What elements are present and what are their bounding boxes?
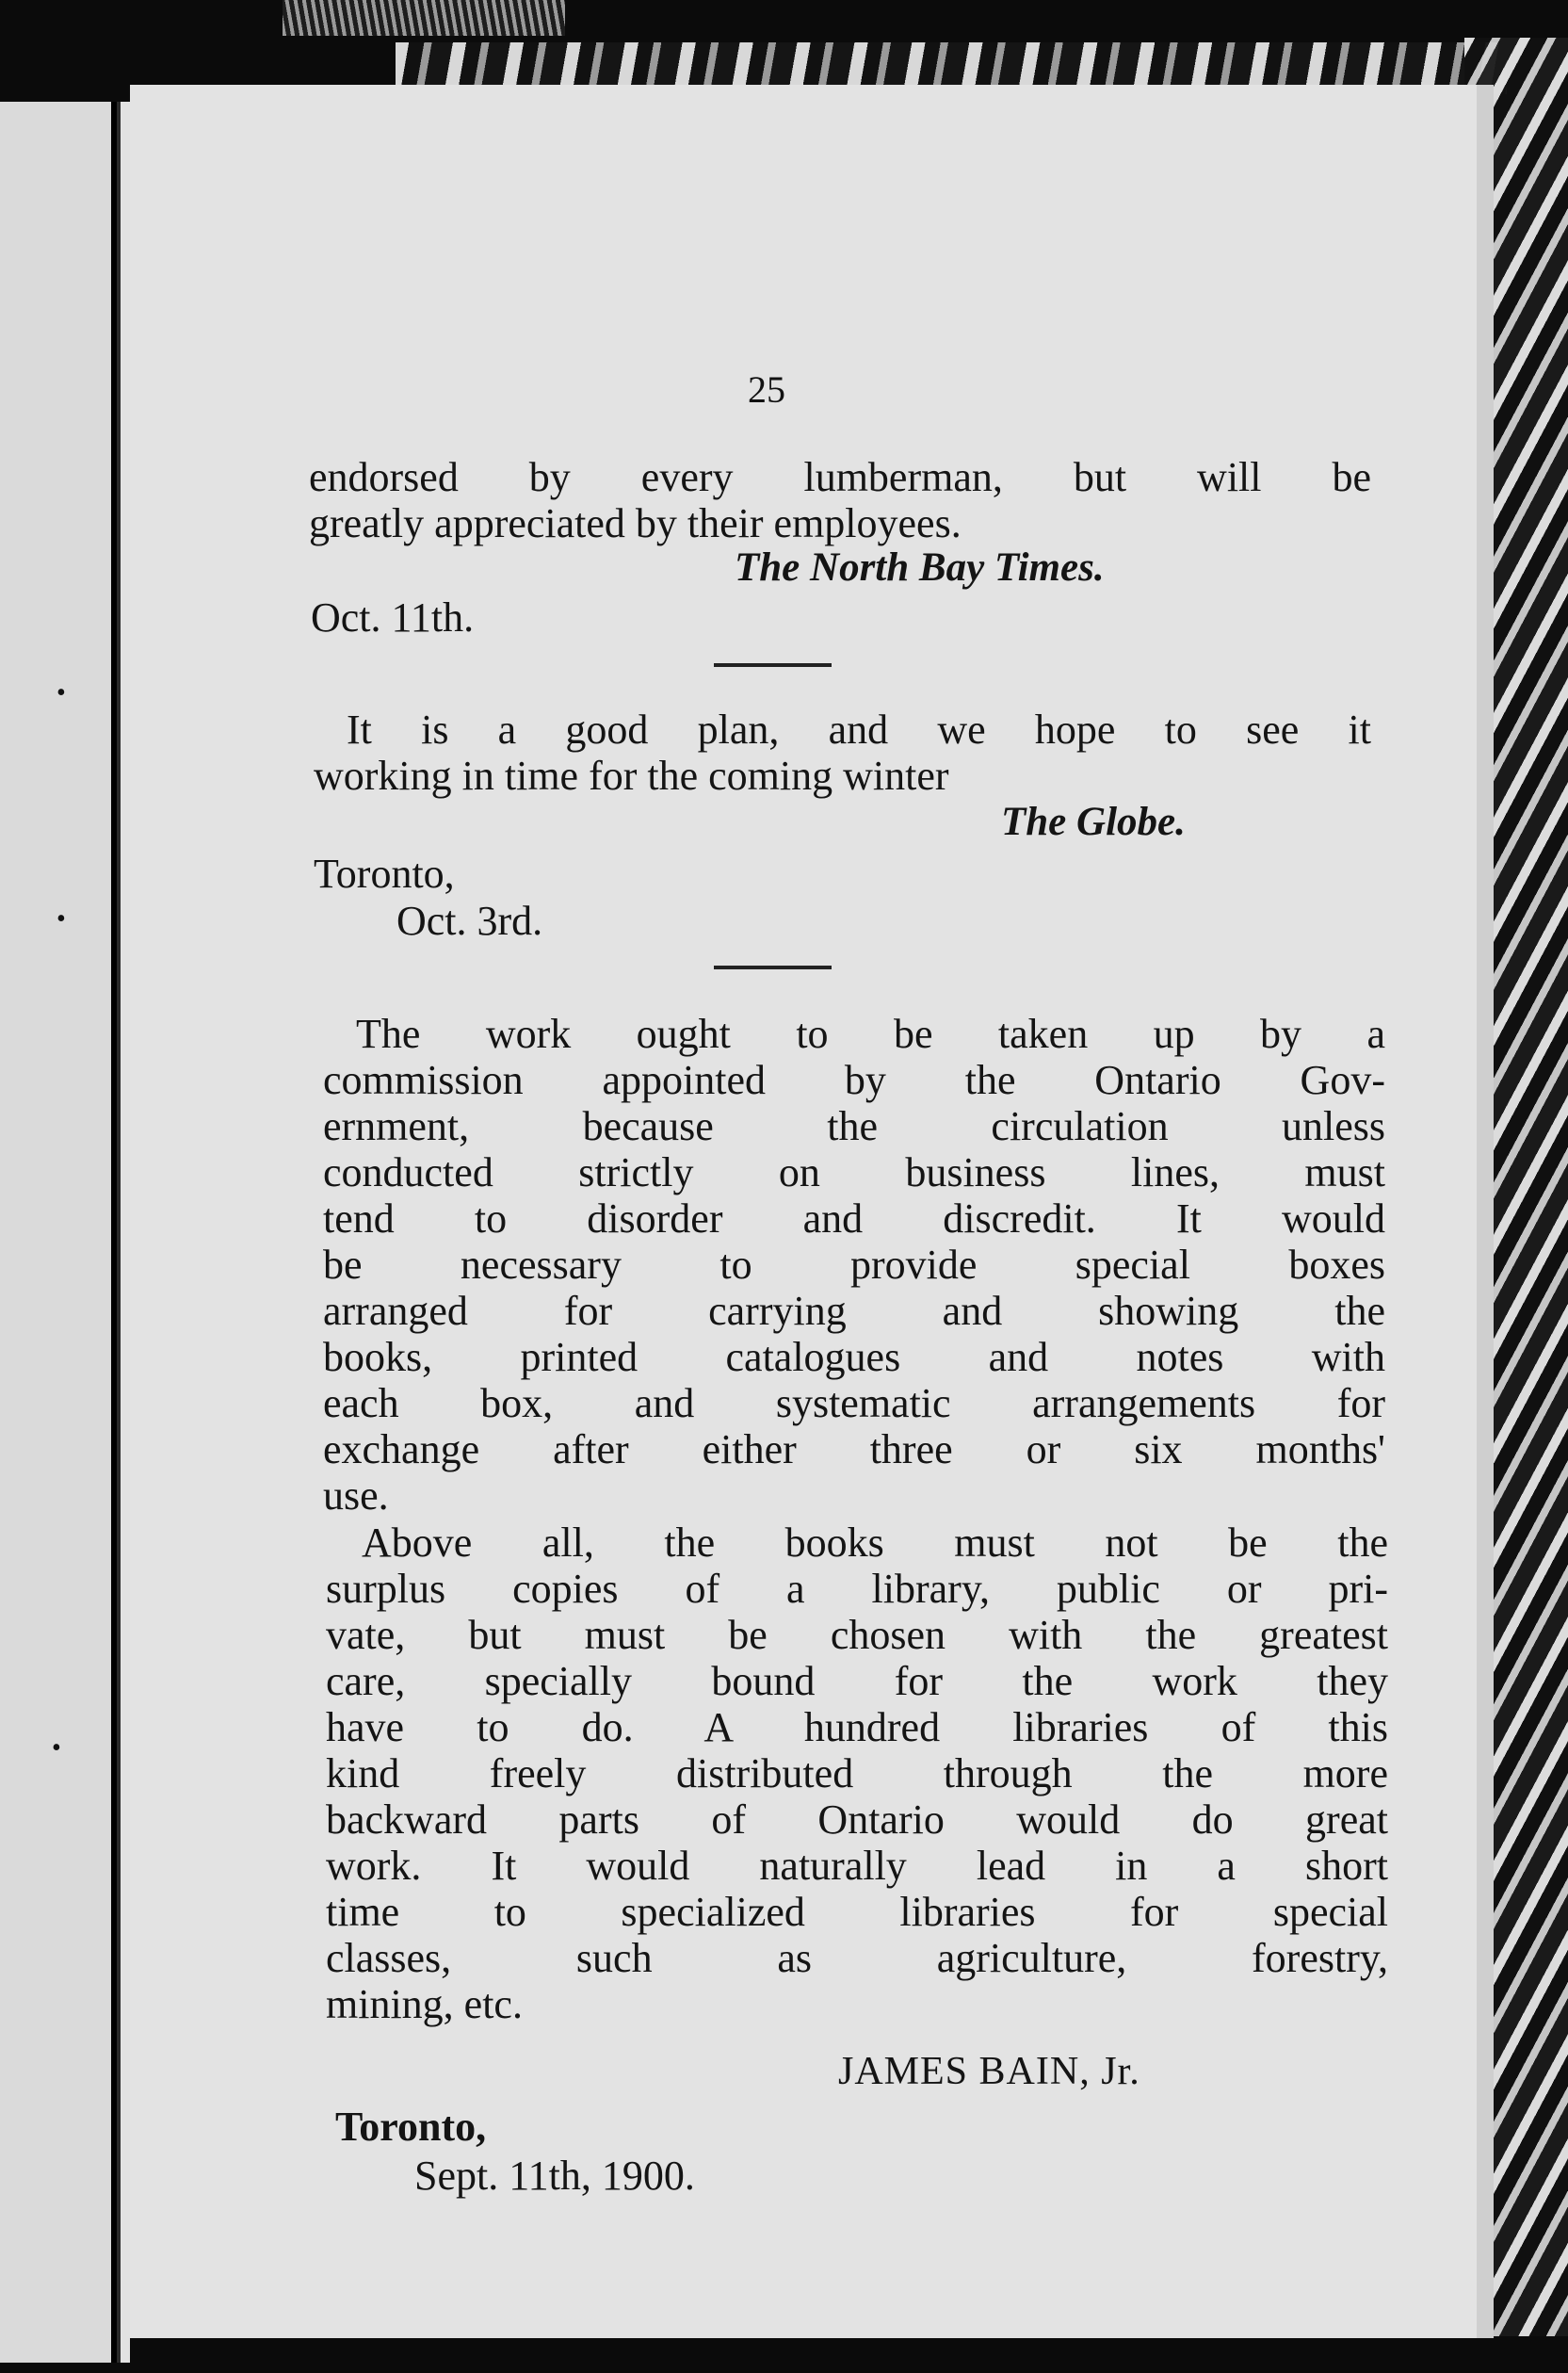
text-line: endorsed by every lumberman, but will be xyxy=(309,454,1371,500)
text-line: be necessary to provide special boxes xyxy=(323,1242,1385,1288)
text-line: time to specialized libraries for special xyxy=(326,1889,1388,1935)
text-line: have to do. A hundred libraries of this xyxy=(326,1704,1388,1750)
text-line: backward parts of Ontario would do great xyxy=(326,1796,1388,1843)
text-line: ernment, because the circulation unless xyxy=(323,1103,1385,1149)
section-rule xyxy=(714,966,832,969)
text-line: mining, etc. xyxy=(326,1981,523,2027)
text-line: kind freely distributed through the more xyxy=(326,1750,1388,1796)
text-line: exchange after either three or six months' xyxy=(323,1426,1385,1472)
text-line: It is a good plan, and we hope to see it xyxy=(347,707,1371,753)
book-gutter xyxy=(111,102,130,2363)
facing-page-edge xyxy=(0,102,111,2363)
text-line: surplus copies of a library, public or pri- xyxy=(326,1566,1388,1612)
date: Sept. 11th, 1900. xyxy=(414,2153,695,2199)
place: Toronto, xyxy=(335,2104,487,2150)
page-number: 25 xyxy=(748,368,785,411)
signature: JAMES BAIN, Jr. xyxy=(838,2050,1140,2093)
text-line: care, specially bound for the work they xyxy=(326,1658,1388,1704)
text-line: classes, such as agriculture, forestry, xyxy=(326,1935,1388,1981)
text-line: use. xyxy=(323,1472,389,1519)
date: Oct. 3rd. xyxy=(396,898,543,944)
date: Oct. 11th. xyxy=(311,594,475,641)
text-line: Above all, the books must not be the xyxy=(362,1520,1388,1566)
text-line: each box, and systematic arrangements for xyxy=(323,1380,1385,1426)
margin-mark: • xyxy=(57,678,66,707)
margin-mark: • xyxy=(52,1733,61,1763)
text-line: work. It would naturally lead in a short xyxy=(326,1843,1388,1889)
text-line: The work ought to be taken up by a xyxy=(356,1011,1385,1057)
paragraph-2 xyxy=(314,707,1371,799)
paragraph-1 xyxy=(309,454,1371,546)
text-line: vate, but must be chosen with the greatest xyxy=(326,1612,1388,1658)
section-rule xyxy=(714,663,832,667)
text-line: commission appointed by the Ontario Gov- xyxy=(323,1057,1385,1103)
text-line: arranged for carrying and showing the xyxy=(323,1288,1385,1334)
text-line: greatly appreciated by their employees. xyxy=(309,500,962,546)
attribution: The Globe. xyxy=(1001,800,1186,844)
text-line: books, printed catalogues and notes with xyxy=(323,1334,1385,1380)
attribution: The North Bay Times. xyxy=(735,545,1105,590)
book-page xyxy=(130,85,1494,2338)
text-line: conducted strictly on business lines, must xyxy=(323,1149,1385,1195)
text-line: working in time for the coming winter xyxy=(314,753,949,799)
margin-mark: • xyxy=(57,904,66,934)
place: Toronto, xyxy=(314,851,455,897)
torn-edge xyxy=(283,0,565,36)
text-line: tend to disorder and discredit. It would xyxy=(323,1195,1385,1242)
paragraph-4 xyxy=(326,1520,1388,2027)
paragraph-3 xyxy=(323,1011,1385,1519)
